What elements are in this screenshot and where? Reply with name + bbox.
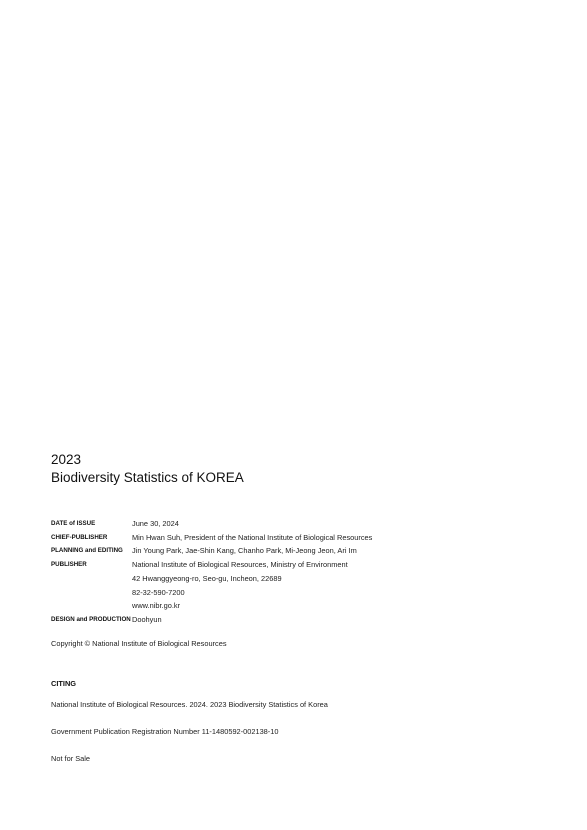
info-row-date bbox=[51, 517, 551, 531]
planning-label: PLANNING and EDITING bbox=[51, 547, 123, 555]
date-value: June 30, 2024 bbox=[132, 519, 179, 528]
chief-publisher-values bbox=[132, 531, 551, 545]
publisher-website: www.nibr.go.kr bbox=[132, 601, 181, 611]
design-label: DESIGN and PRODUCTION bbox=[51, 615, 131, 623]
planning-value: Jin Young Park, Jae-Shin Kang, Chanho Park, Mi-Jeong Jeon, Ari Im bbox=[132, 546, 357, 556]
publisher-address: 42 Hwanggyeong-ro, Seo-gu, Incheon, 22689 bbox=[132, 573, 282, 583]
colophon bbox=[51, 451, 551, 763]
publisher-label: PUBLISHER bbox=[51, 561, 87, 569]
chief-publisher-value: Min Hwan Suh, President of the National Institute of Biological Resources bbox=[132, 532, 373, 542]
publisher-values bbox=[132, 558, 551, 613]
publisher-name: National Institute of Biological Resources, Ministry of Environment bbox=[132, 560, 348, 570]
design-values bbox=[132, 613, 551, 627]
citing-heading: CITING bbox=[51, 678, 77, 688]
chief-publisher-label: CHIEF-PUBLISHER bbox=[51, 533, 108, 541]
info-row-chief-publisher bbox=[51, 531, 551, 545]
publisher-phone: 82-32-590-7200 bbox=[132, 587, 185, 597]
citing-text: National Institute of Biological Resources. 2024. 2023 Biodiversity Statistics of Korea bbox=[51, 699, 328, 709]
design-value: Doohyun bbox=[132, 614, 162, 624]
publication-title: Biodiversity Statistics of KOREA bbox=[51, 470, 244, 485]
info-row-design bbox=[51, 613, 551, 627]
not-for-sale: Not for Sale bbox=[51, 753, 91, 763]
date-values bbox=[132, 517, 551, 531]
info-row-publisher bbox=[51, 558, 551, 613]
copyright-notice: Copyright © National Institute of Biological Resources bbox=[51, 638, 227, 648]
publication-year: 2023 bbox=[51, 452, 82, 467]
publication-info bbox=[51, 517, 551, 627]
planning-values bbox=[132, 544, 551, 558]
date-label: DATE of ISSUE bbox=[51, 520, 96, 527]
registration-number: Government Publication Registration Number 11-1480592-002138-10 bbox=[51, 726, 279, 736]
info-row-planning bbox=[51, 544, 551, 558]
